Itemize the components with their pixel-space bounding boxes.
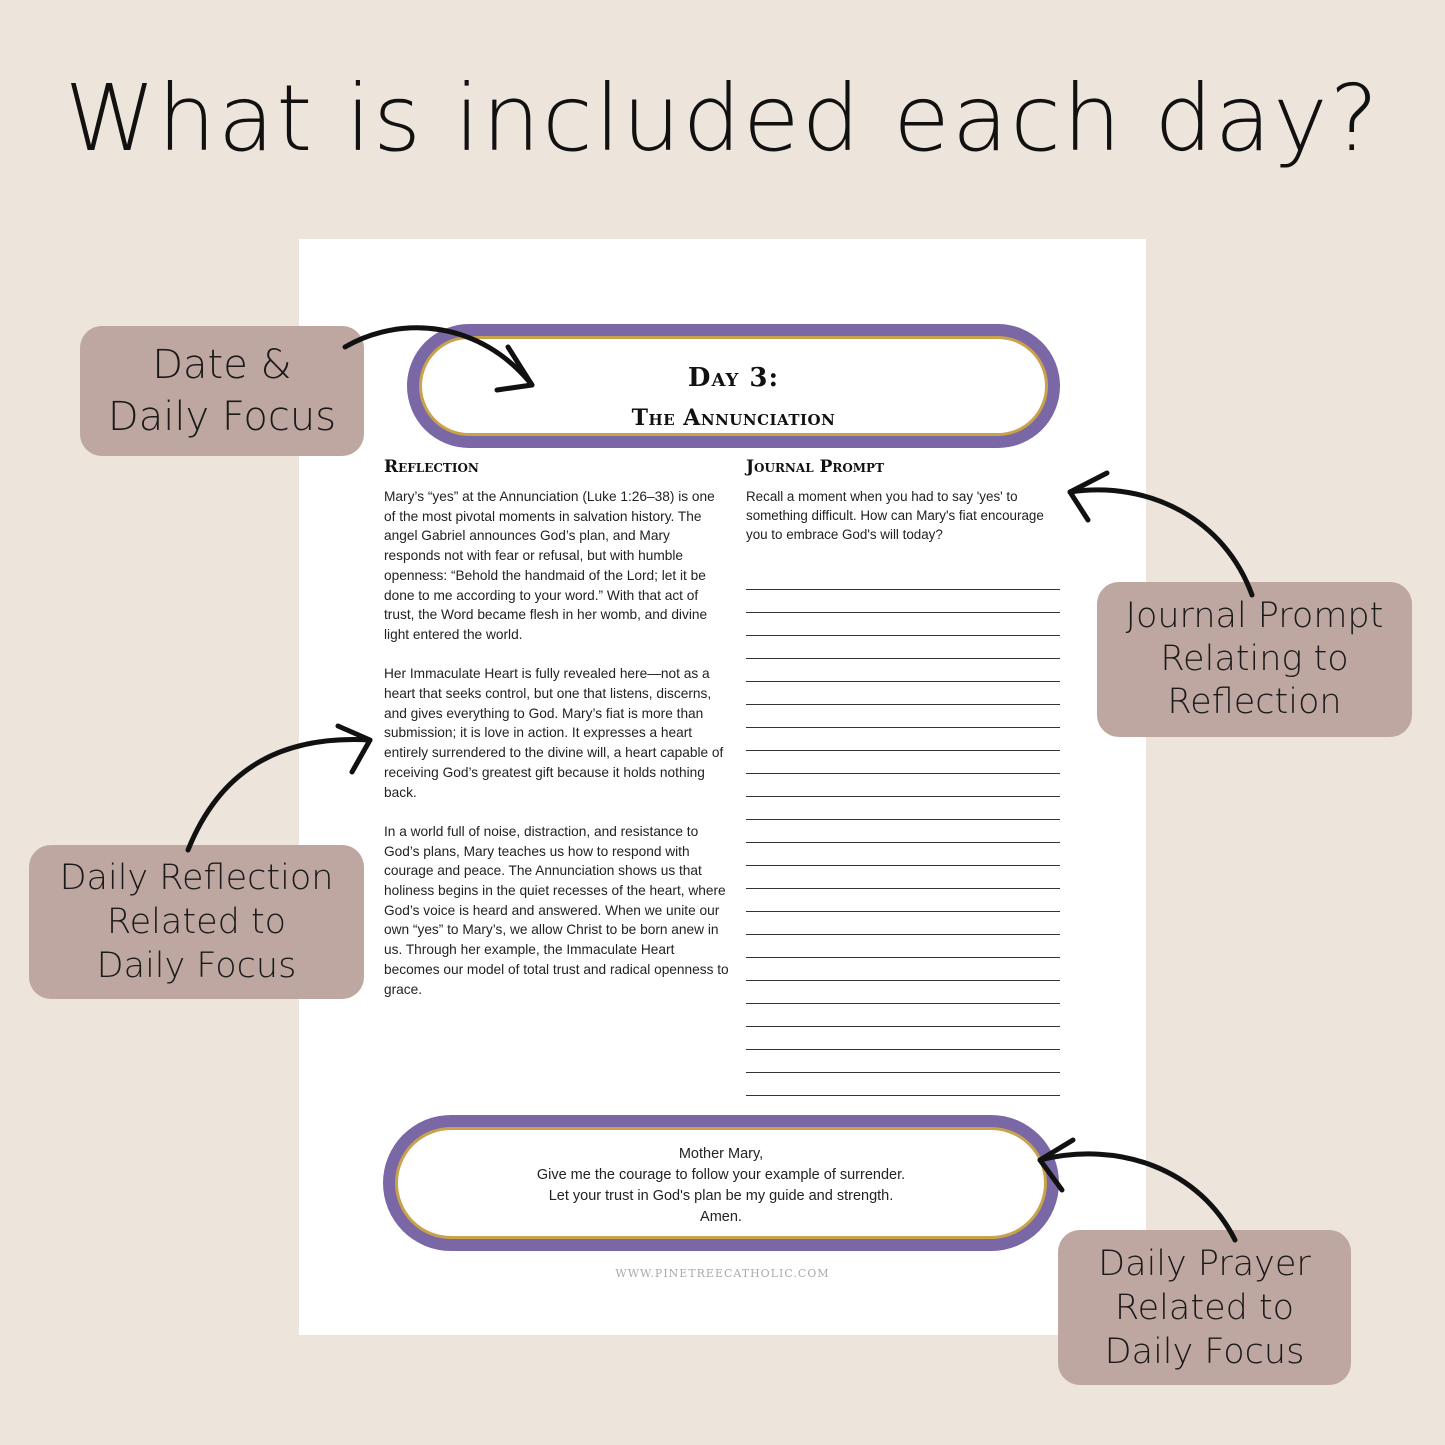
callout-line: Daily Prayer <box>1098 1243 1311 1284</box>
reflection-paragraph: Her Immaculate Heart is fully revealed here—not as a heart that seeks control, but one that listens, discerns, and gives everything to God. Mary’s fiat is more than submission; it is love in action. It expresses a heart entirely surrendered to the divine will, a heart capable of receiving God’s greatest gift because it holds nothing back. <box>384 666 724 800</box>
day-subtitle: The Annunciation <box>631 405 836 431</box>
arrow-to-reflection-head <box>338 726 370 772</box>
callout-line: Journal Prompt <box>1125 596 1384 636</box>
arrow-to-reflection <box>188 740 370 850</box>
journal-prompt: Recall a moment when you had to say 'yes' to something difficult. How can Mary's fiat encourage you to embrace God's will today? <box>746 489 1044 542</box>
prayer-line: Let your trust in God's plan be my guide and strength. <box>548 1188 894 1204</box>
callout-line: Related to <box>106 902 287 942</box>
callout-line: Daily Focus <box>1104 1331 1305 1372</box>
reflection-paragraph: In a world full of noise, distraction, and resistance to God’s plans, Mary teaches us how to respond with courage and peace. The Annunciation shows us that holiness begins in the quiet recesses of the heart, where God’s voice is heard and answered. When we unite our own “yes” to Mary’s, we allow Christ to be born anew in us. Through her example, the Immaculate Heart becomes our model of total trust and radical openness to grace. <box>384 823 729 997</box>
callout-line: Date & <box>152 342 292 388</box>
reflection-heading: Reflection <box>384 457 479 477</box>
callout-line: Reflection <box>1167 682 1342 722</box>
callout-line: Daily Reflection <box>59 858 334 898</box>
arrow-to-prayer <box>1040 1154 1235 1240</box>
callout-line: Related to <box>1114 1287 1295 1328</box>
callout-line: Daily Focus <box>107 394 337 440</box>
arrow-to-date <box>345 328 532 385</box>
journal-heading: Journal Prompt <box>746 457 885 477</box>
callout-line: Daily Focus <box>96 946 297 986</box>
headline: What is included each day? <box>64 65 1381 172</box>
callout-line: Relating to <box>1160 639 1349 679</box>
day-title: Day 3: <box>687 363 780 393</box>
website-footer: WWW.PINETREECATHOLIC.COM <box>615 1267 830 1280</box>
arrow-to-prayer-head <box>1040 1140 1073 1190</box>
prayer-line: Give me the courage to follow your example of surrender. <box>536 1167 906 1183</box>
arrow-to-journal <box>1070 490 1252 595</box>
prayer-line: Mother Mary, <box>678 1146 764 1162</box>
reflection-paragraph: Mary’s “yes” at the Annunciation (Luke 1:26–38) is one of the most pivotal moments in salvation history. The angel Gabriel announces God’s plan, and Mary responds not with fear or refusal, but with humble openness: “Behold the handmaid of the Lord; let it be done to me according to your word.” With that act of trust, the Word became flesh in her womb, and divine light entered the world. <box>384 489 715 642</box>
arrow-to-journal-head <box>1070 473 1107 520</box>
prayer-line: Amen. <box>700 1209 742 1225</box>
